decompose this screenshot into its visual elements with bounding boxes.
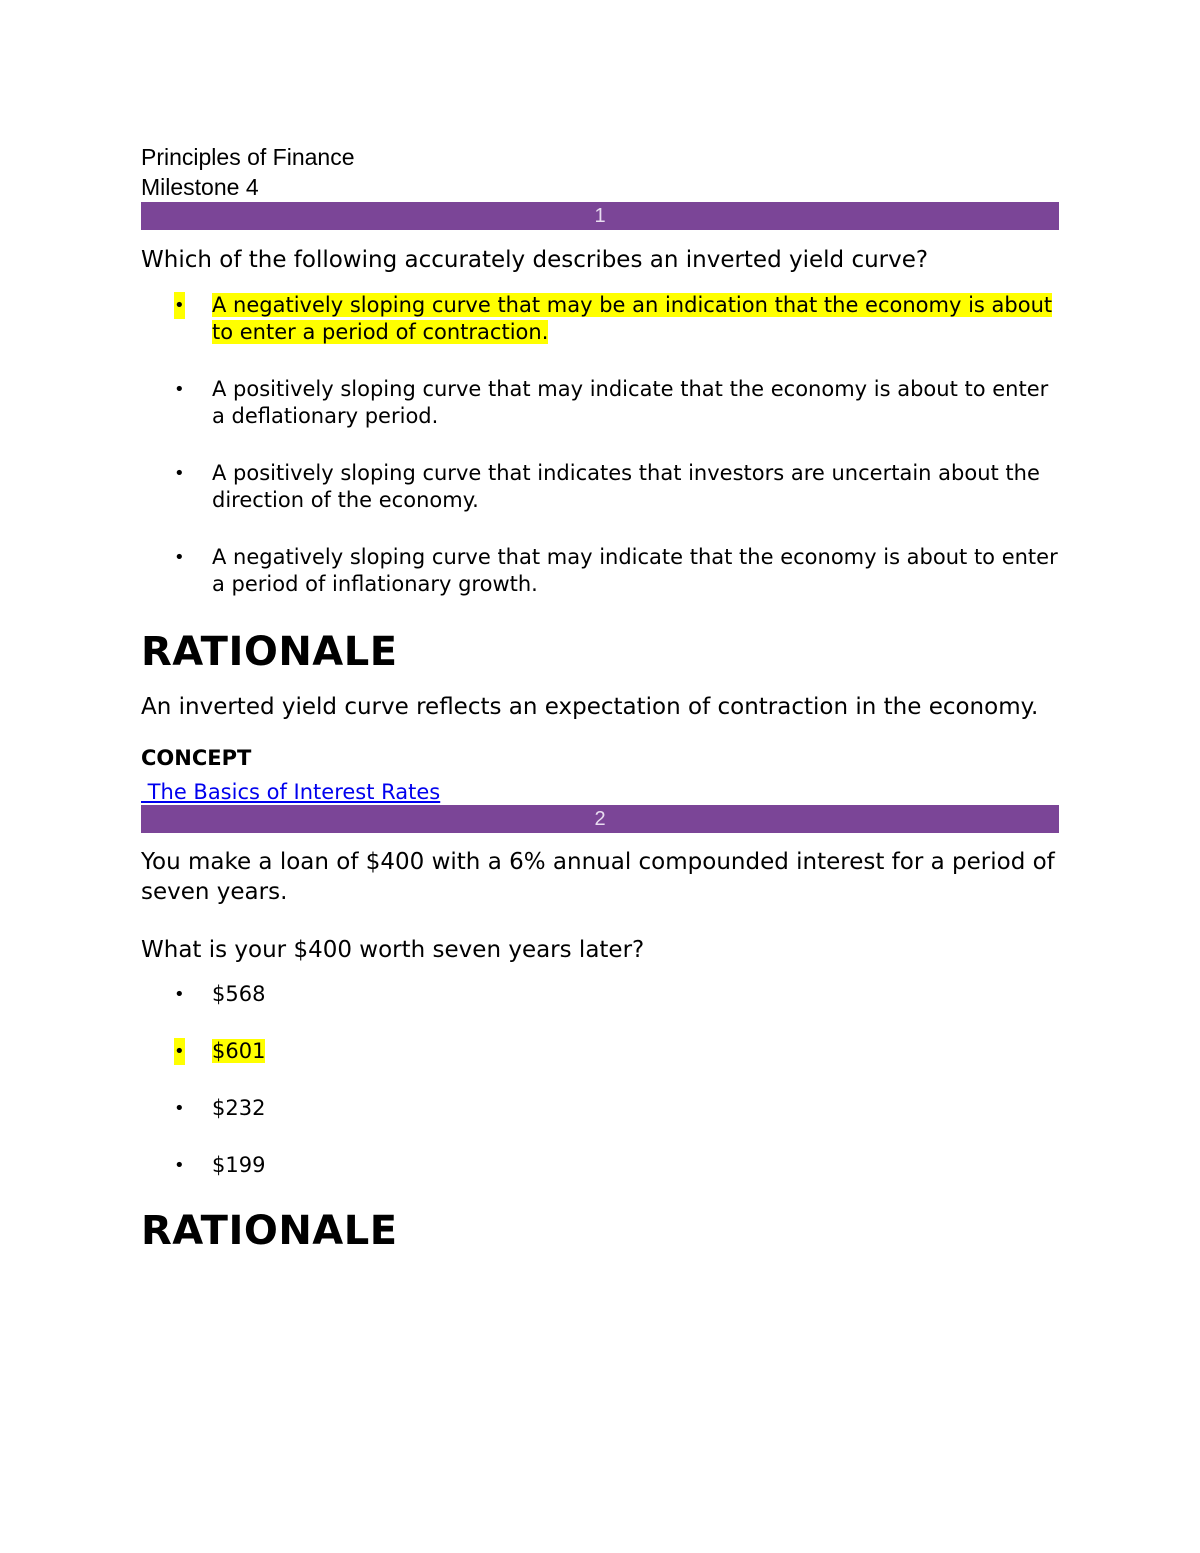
course-title: Principles of Finance [141,144,355,170]
answer-option[interactable] [141,981,1059,1008]
bullet-icon: • [174,1155,185,1176]
bullet-icon: • [174,1098,185,1119]
answer-option[interactable] [141,1095,1059,1122]
rationale-text: An inverted yield curve reflects an expectation of contraction in the economy. [141,694,1039,720]
bullet-icon: • [174,1038,185,1065]
bullet-icon: • [174,292,185,319]
answer-option-text: A positively sloping curve that may indicate that the economy is about to enter a deflationary period. [212,377,1049,428]
answer-option-text: $199 [212,1153,266,1177]
bullet-icon: • [174,379,185,400]
answer-option[interactable] [141,376,1059,430]
answer-option[interactable] [141,1152,1059,1179]
question-number-bar: 1 [141,202,1059,230]
question-prompt: Which of the following accurately describes an inverted yield curve? [141,247,929,273]
answer-option-text: $568 [212,982,266,1006]
rationale-heading: RATIONALE [141,1208,398,1254]
answer-option[interactable] [141,1038,1059,1065]
concept-label: CONCEPT [141,746,252,770]
rationale-heading: RATIONALE [141,629,398,675]
answer-option-text: A negatively sloping curve that may indicate that the economy is about to enter a period of inflationary growth. [212,545,1058,596]
bullet-icon: • [174,984,185,1005]
concept-link[interactable]: The Basics of Interest Rates [141,780,441,804]
document-page [141,142,1059,1255]
answer-option-text: A positively sloping curve that indicates that investors are uncertain about the direction of the economy. [212,461,1040,512]
question-subprompt: What is your $400 worth seven years later? [141,937,645,963]
answer-option[interactable] [141,544,1059,598]
answer-option[interactable] [141,292,1059,346]
answer-option[interactable] [141,460,1059,514]
document-header [141,142,1059,202]
bullet-icon: • [174,463,185,484]
concept-link-row [141,779,1059,805]
bullet-icon: • [174,547,185,568]
answer-options [141,292,1059,598]
question-prompt: You make a loan of $400 with a 6% annual compounded interest for a period of seven years. [141,849,1055,905]
answer-option-text: A negatively sloping curve that may be an indication that the economy is about to enter a period of contraction. [212,293,1053,344]
milestone-title: Milestone 4 [141,174,259,200]
question-number-bar: 2 [141,805,1059,833]
answer-option-text: $232 [212,1096,266,1120]
answer-options [141,981,1059,1179]
answer-option-text: $601 [212,1039,266,1063]
